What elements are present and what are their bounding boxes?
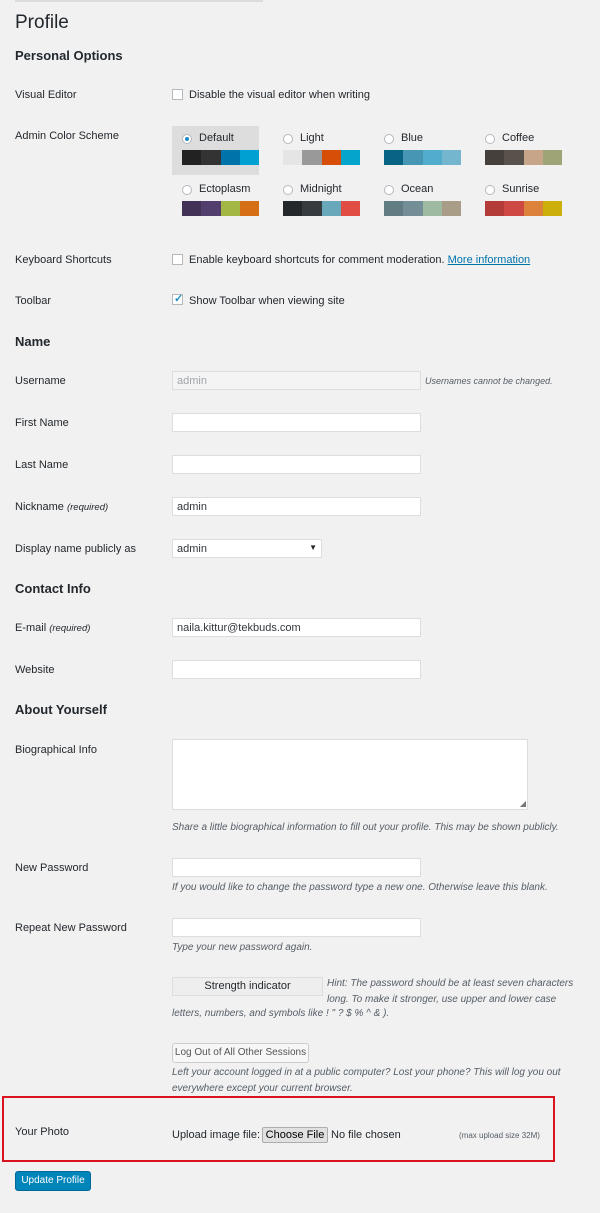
color-swatches (283, 150, 360, 165)
color-swatch (322, 150, 341, 165)
toolbar-label: Toolbar (15, 295, 52, 307)
keyboard-shortcuts-checkbox[interactable] (172, 254, 183, 265)
color-swatch (423, 150, 442, 165)
color-swatches (384, 150, 461, 165)
no-file-chosen-text: No file chosen (331, 1129, 401, 1141)
email-label-text: E-mail (15, 622, 47, 634)
color-swatch (384, 201, 403, 216)
color-swatch (504, 201, 523, 216)
new-password-hint: If you would like to change the password type a new one. Otherwise leave this blank. (172, 882, 548, 893)
bio-label: Biographical Info (15, 744, 97, 756)
color-swatch (423, 201, 442, 216)
color-scheme-radio[interactable] (182, 185, 192, 195)
nickname-required: (required) (66, 502, 109, 513)
color-swatches (283, 201, 360, 216)
color-swatch (485, 201, 504, 216)
color-scheme-name: Ocean (401, 183, 434, 195)
visual-editor-checkbox[interactable] (172, 89, 183, 100)
color-scheme-name: Sunrise (502, 183, 540, 195)
email-field[interactable]: naila.kittur@tekbuds.com (172, 618, 421, 637)
upload-image-label: Upload image file: (172, 1129, 261, 1141)
your-photo-label: Your Photo (15, 1126, 70, 1138)
color-scheme-option-midnight[interactable] (273, 177, 360, 226)
website-input[interactable] (172, 660, 421, 679)
nickname-label-text: Nickname (15, 501, 64, 513)
username-note: Usernames cannot be changed. (425, 376, 553, 386)
resize-handle-icon[interactable]: ◢ (519, 799, 526, 808)
website-label: Website (15, 664, 55, 676)
keyboard-shortcuts-checkbox-label (189, 254, 530, 266)
color-swatch (283, 150, 302, 165)
keyboard-shortcuts-text: Enable keyboard shortcuts for comment moderation. (189, 254, 445, 266)
color-swatch (403, 201, 422, 216)
color-swatch (221, 150, 240, 165)
nickname-label (15, 501, 108, 513)
color-scheme-name: Light (300, 132, 324, 144)
contact-info-heading: Contact Info (15, 581, 91, 596)
color-scheme-radio[interactable] (182, 134, 192, 144)
color-swatch (221, 201, 240, 216)
color-swatch (524, 201, 543, 216)
color-swatches (485, 150, 562, 165)
color-swatch (543, 201, 562, 216)
display-name-label: Display name publicly as (15, 543, 137, 555)
first-name-label: First Name (15, 417, 69, 429)
about-yourself-heading: About Yourself (15, 702, 107, 717)
chevron-down-icon: ▼ (309, 543, 317, 552)
choose-file-button[interactable]: Choose File (262, 1127, 328, 1143)
new-password-input[interactable] (172, 858, 421, 877)
password-hint-line-1: Hint: The password should be at least seven characters (327, 978, 574, 989)
new-password-label: New Password (15, 862, 89, 874)
bio-textarea[interactable] (172, 739, 528, 810)
color-swatch (322, 201, 341, 216)
color-swatches (182, 150, 259, 165)
color-swatches (182, 201, 259, 216)
nickname-input[interactable]: admin (172, 497, 421, 516)
personal-options-heading: Personal Options (15, 48, 123, 63)
color-scheme-option-ocean[interactable] (374, 177, 461, 226)
color-swatch (442, 150, 461, 165)
color-swatch (302, 150, 321, 165)
color-scheme-radio[interactable] (485, 134, 495, 144)
password-hint-line-2: long. To make it stronger, use upper and lower case (327, 994, 557, 1005)
log-out-other-sessions-button[interactable]: Log Out of All Other Sessions (172, 1043, 309, 1063)
color-scheme-name: Blue (401, 132, 424, 144)
email-required: (required) (49, 623, 91, 634)
display-name-select[interactable] (172, 539, 322, 558)
color-swatch (302, 201, 321, 216)
display-name-value: admin (177, 543, 207, 555)
visual-editor-checkbox-label: Disable the visual editor when writing (189, 89, 370, 101)
color-swatch (504, 150, 523, 165)
color-swatch (240, 150, 259, 165)
color-swatch (341, 150, 360, 165)
last-name-label: Last Name (15, 459, 69, 471)
color-swatch (201, 201, 220, 216)
sessions-hint-line-2: everywhere except your current browser. (172, 1083, 353, 1094)
more-information-link[interactable]: More information (447, 254, 531, 266)
username-label: Username (15, 375, 66, 387)
strength-indicator: Strength indicator (172, 977, 323, 996)
color-scheme-name: Ectoplasm (199, 183, 251, 195)
update-profile-button[interactable]: Update Profile (15, 1171, 91, 1191)
repeat-password-input[interactable] (172, 918, 421, 937)
last-name-input[interactable] (172, 455, 421, 474)
page-title: Profile (15, 12, 69, 33)
name-heading: Name (15, 334, 51, 349)
color-swatch (384, 150, 403, 165)
password-hint-text (327, 976, 573, 1008)
color-swatch (182, 201, 201, 216)
toolbar-checkbox[interactable] (172, 294, 183, 305)
color-scheme-name: Coffee (502, 132, 535, 144)
color-scheme-option-ectoplasm[interactable] (172, 177, 259, 226)
bio-hint: Share a little biographical information to fill out your profile. This may be shown publicly. (172, 822, 559, 833)
toolbar-checkbox-label: Show Toolbar when viewing site (189, 295, 345, 307)
password-hint-line-3: letters, numbers, and symbols like ! " ? $ % ^ & ). (172, 1008, 390, 1019)
keyboard-shortcuts-label: Keyboard Shortcuts (15, 254, 112, 266)
admin-color-scheme-label: Admin Color Scheme (15, 130, 119, 142)
sessions-hint-line-1: Left your account logged in at a public computer? Lost your phone? This will log you out (172, 1067, 561, 1078)
color-scheme-option-coffee[interactable] (475, 126, 562, 175)
color-swatch (403, 150, 422, 165)
color-swatch (543, 150, 562, 165)
color-scheme-option-default[interactable] (172, 126, 259, 175)
color-scheme-option-blue[interactable] (374, 126, 461, 175)
color-scheme-option-sunrise[interactable] (475, 177, 562, 226)
visual-editor-label: Visual Editor (15, 89, 77, 101)
color-scheme-radio[interactable] (283, 134, 293, 144)
color-scheme-name: Default (199, 132, 234, 144)
color-scheme-radio[interactable] (283, 185, 293, 195)
color-swatch (283, 201, 302, 216)
color-swatch (201, 150, 220, 165)
color-scheme-radio[interactable] (384, 185, 394, 195)
color-swatch (485, 150, 504, 165)
color-scheme-radio[interactable] (384, 134, 394, 144)
max-upload-size: (max upload size 32M) (459, 1131, 540, 1140)
first-name-input[interactable] (172, 413, 421, 432)
color-swatch (341, 201, 360, 216)
color-scheme-option-light[interactable] (273, 126, 360, 175)
email-label (15, 622, 90, 634)
color-swatches (485, 201, 562, 216)
color-scheme-name: Midnight (300, 183, 342, 195)
color-swatch (240, 201, 259, 216)
username-input: admin (172, 371, 421, 390)
color-swatch (182, 150, 201, 165)
color-swatch (524, 150, 543, 165)
repeat-password-hint: Type your new password again. (172, 942, 313, 953)
top-divider (15, 0, 263, 2)
color-swatch (442, 201, 461, 216)
repeat-password-label: Repeat New Password (15, 922, 127, 934)
sessions-hint (172, 1065, 561, 1097)
color-swatches (384, 201, 461, 216)
color-scheme-radio[interactable] (485, 185, 495, 195)
